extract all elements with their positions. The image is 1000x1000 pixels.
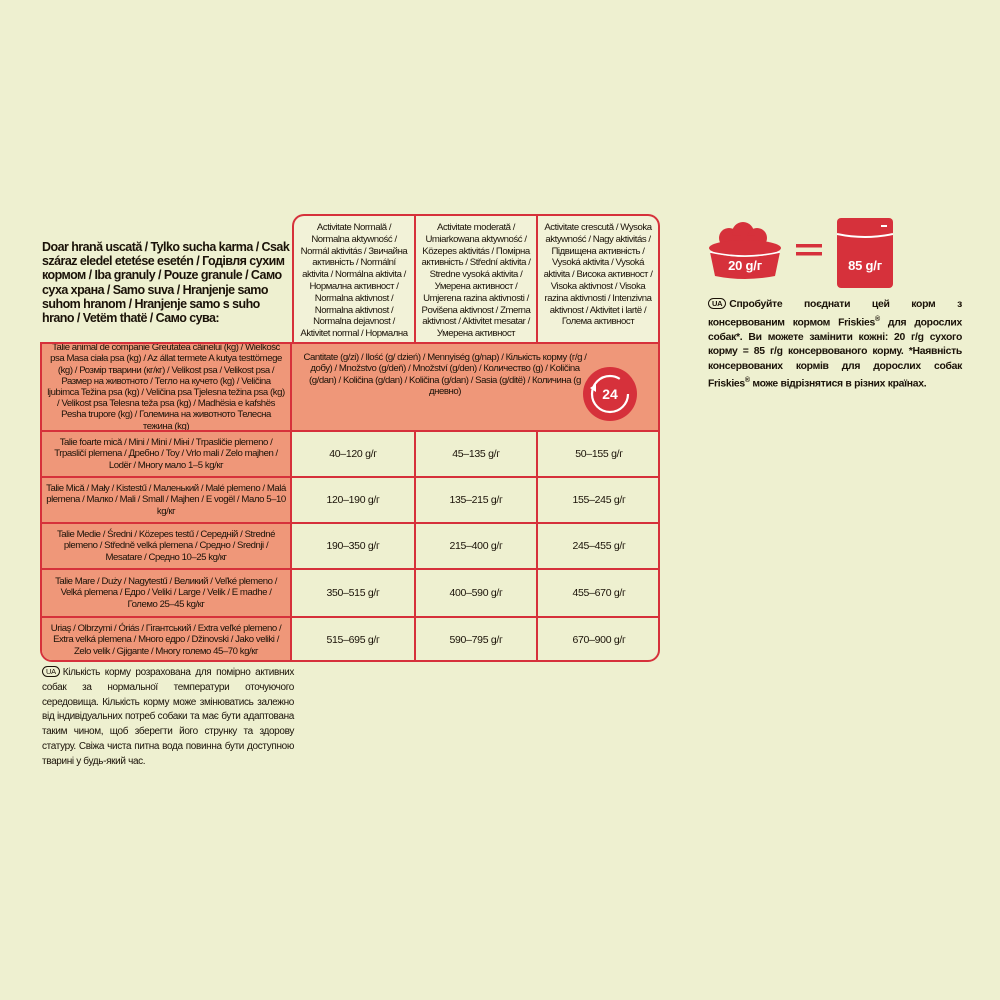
row-size-label: Talie foarte mică / Mini / Mini / Міні / Trpasličie plemeno / Trpasličí plemena / Дребно / Toy / Vrlo mali / Zelo majhen / Lodër / Многу мало 1–5 kg/кг [42, 432, 292, 476]
exchange-note-part1: Спробуйте поєднати цей корм з консервованим кормом Friskies [708, 299, 962, 329]
wet-amount-label: 85 g/г [848, 258, 882, 273]
row-size-label: Talie Mică / Mały / Kistestű / Маленький / Malé plemeno / Malá plemena / Малко / Mali / Small / Majhen / E vogël / Мало 5–10 kg/кг [42, 478, 292, 522]
exchange-note-part2: для дорослих собак*. Ви можете замінити кожні: 20 г/g сухого корму = 85 г/g консервованого корму. *Наявність консервованих кормів для дорослих собак Friskies [708, 317, 962, 390]
table-row [42, 476, 658, 522]
size-weight-label: Talie animal de companie Greutatea câinelui (kg) / Wielkość psa Masa ciała psa (kg) / Az állat termete A kutya testtömege (kg) / Розмір тварини (кг/кг) / Velikost psa / Velikost psa / Размер на животното / Тегло на кучето (kg) / Veličina ljubimca Težina psa (kg) / Veličina psa Tjelesna težina psa (kg) / Velikost psa Telesna teža psa (kg) / Madhësia e kafshës Pesha trupore (kg) / Големина на животното Телесна тежина (kg) [42, 344, 292, 430]
activity-moderate-header: Activitate moderată / Umiarkowana aktywność / Közepes aktivitás / Помірна активність / Střední aktivita / Stredne vysoká aktivita / Умерена активност / Umjerena razina aktivnosti / Povišena aktivnost / Zmerna aktivnost / Aktivitet mesatar / Умерена активност [414, 216, 536, 342]
value-high: 155–245 g/г [572, 494, 626, 506]
registered-mark: ® [874, 315, 880, 323]
dry-amount-label: 20 g/г [728, 258, 762, 273]
table-row [42, 616, 658, 662]
row-size-label: Uriaş / Olbrzymi / Óriás / Гігантський / Extra veľké plemeno / Extra velká plemena / Много едро / Džinovski / Jako veliki / Zelo velik / Gjigante / Многу голeмо 45–70 kg/кг [42, 618, 292, 662]
row-size-label: Talie Medie / Średni / Közepes testű / Середній / Stredné plemeno / Středně velká plemena / Средно / Srednji / Mesatare / Средно 10–25 kg/кг [42, 524, 292, 568]
activity-normal-header: Activitate Normală / Normalna aktywność / Normál aktivitás / Звичайна активність / Normální aktivita / Normálna aktivita / Нормална активност / Normalna aktivnost / Normalna aktivnost / Normalna dejavnost / Aktivitet normal / Нормална [300, 222, 408, 340]
table-header-row [42, 344, 658, 430]
footnote-text: Кількість корму розрахована для помірно активних собак за нормальної температури оточуючого середовища. Кількість корму може змінюватись залежно від індивідуальних потреб собаки та має бути адаптована таким чином, щоб зберегти його стрункy та здорову статуру. Свіжа чиста питна вода повинна бути доступною тварині у будь-який час. [42, 667, 294, 767]
value-moderate: 215–400 g/г [416, 524, 538, 568]
quantity-unit-cell [292, 344, 658, 430]
value-normal: 190–350 g/г [292, 524, 416, 568]
equals-icon [794, 240, 824, 260]
dry-food-title: Doar hrană uscată / Tylko sucha karma / Csak száraz eledel etetése esetén / Годівля сухим кормом / Iba granuly / Pouze granule / Само суха храна / Samo suva / Hranjenje samo suhom hranom / Hranjenje samo s suho hrano / Vetëm thatë / Само сува: [42, 240, 290, 326]
value-moderate: 590–795 g/г [416, 618, 538, 662]
24-hour-icon [582, 366, 638, 422]
activity-level-header [292, 214, 660, 342]
value-normal: 350–515 g/г [292, 570, 416, 616]
table-row [42, 568, 658, 616]
value-normal: 120–190 g/г [292, 478, 416, 522]
table-row [42, 522, 658, 568]
value-high: 245–455 g/г [572, 540, 626, 552]
ua-language-badge: UA [708, 298, 726, 309]
value-moderate: 45–135 g/г [416, 432, 538, 476]
value-moderate: 400–590 g/г [416, 570, 538, 616]
activity-high-header: Activitate crescută / Wysoka aktywność / Nagy aktivitás / Підвищена активність / Vysoká aktivita / Vysoká aktivita / Висока активност / Visoka aktivnost / Visoka razina aktivnosti / Intenzivna aktivnost / Aktivitet i lartë / Голема активност [536, 216, 658, 342]
wet-food-can-icon [837, 218, 893, 288]
row-size-label: Talie Mare / Duży / Nagytestű / Великий / Veľké plemeno / Velká plemena / Едро / Veliki / Large / Velik / E madhe / Голeмо 25–45 kg/кг [42, 570, 292, 616]
value-high: 670–900 g/г [572, 634, 626, 646]
value-moderate: 135–215 g/г [416, 478, 538, 522]
value-normal: 515–695 g/г [292, 618, 416, 662]
feeding-table [40, 342, 660, 662]
value-high: 455–670 g/г [572, 587, 626, 599]
feeding-footnote [42, 666, 294, 770]
ua-language-badge: UA [42, 666, 60, 677]
wet-food-exchange-note [708, 298, 962, 393]
quantity-units-label: Cantitate (g/zi) / Ilość (g/ dzień) / Mennyiség (g/nap) / Кількість корму (г/g /добу) / Množstvo (g/deň) / Množství (g/den) / Количество (g) / Količina (g/dan) / Količina (g/dan) / Količina (g/dan) / Sasia (g/ditë) / Количина (g дневно) [303, 352, 587, 398]
registered-mark: ® [744, 377, 750, 385]
exchange-note-part3: може відрізнятися в різних країнах. [749, 378, 927, 390]
value-high: 50–155 g/г [575, 448, 623, 460]
badge-24-text: 24 [602, 386, 618, 402]
value-normal: 40–120 g/г [292, 432, 416, 476]
table-row [42, 430, 658, 476]
